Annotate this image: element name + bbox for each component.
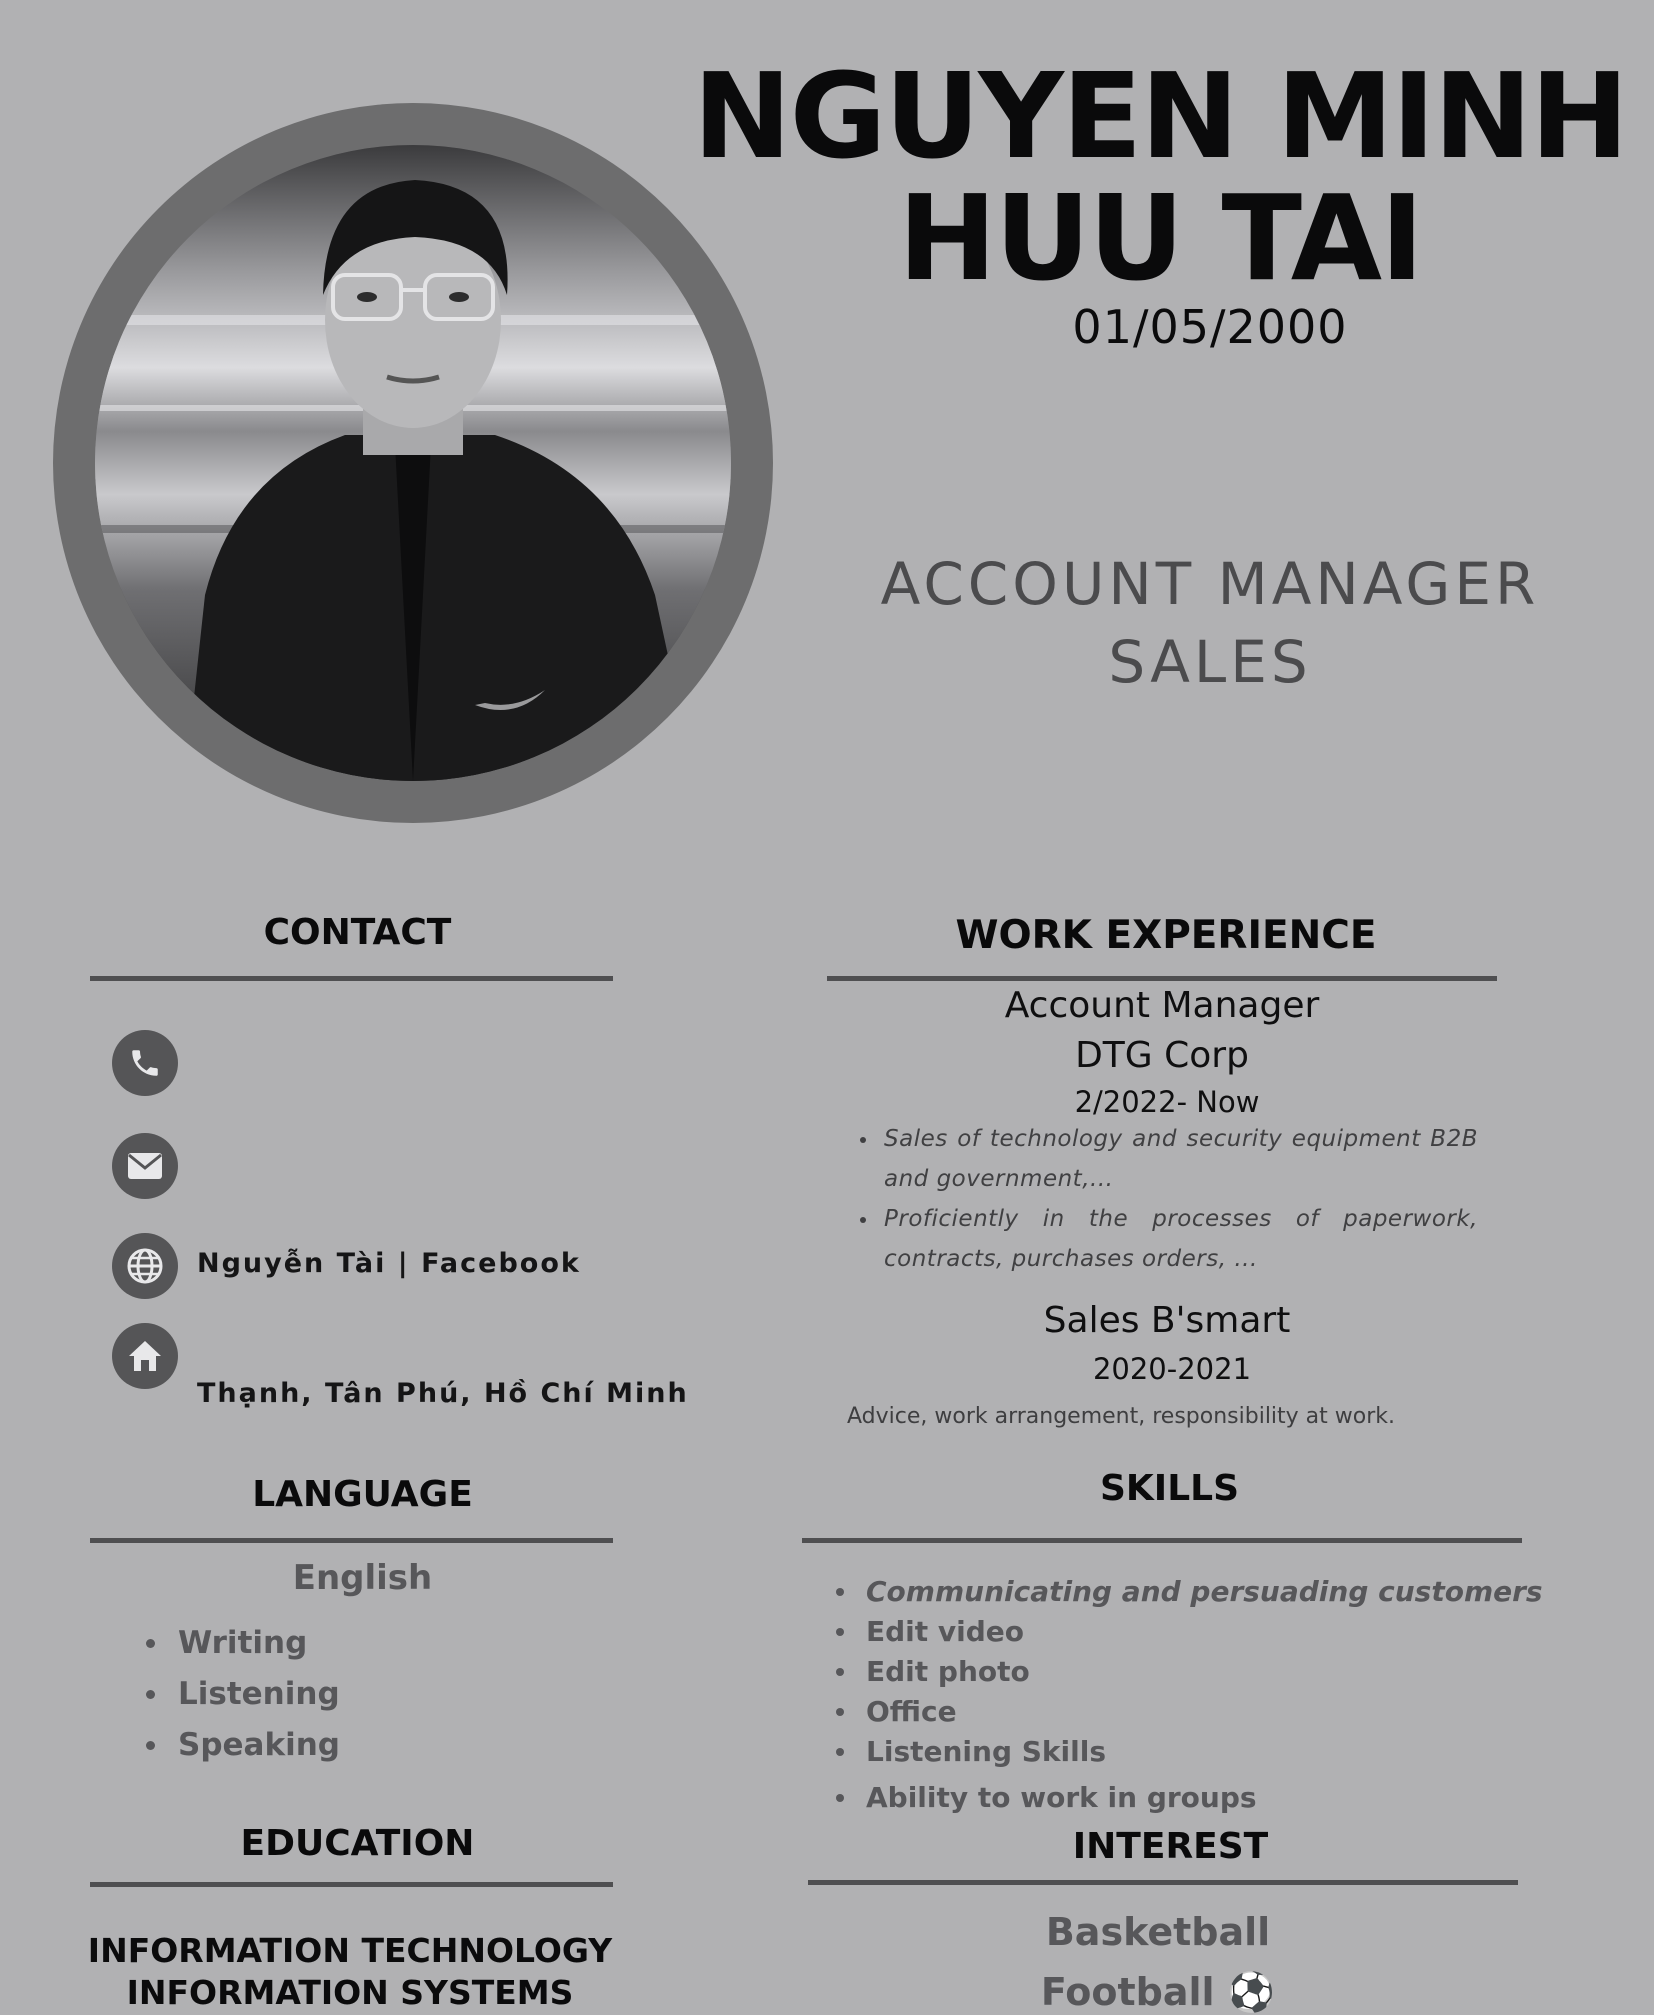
skills-list (830, 1572, 1550, 1818)
skills-heading: SKILLS (1099, 1468, 1240, 1509)
job-role (820, 545, 1600, 701)
name-line-2: HUU TAI (897, 169, 1423, 307)
profile-photo (95, 145, 731, 781)
job-1-duties (854, 1119, 1478, 1279)
profile-photo-illustration (95, 145, 731, 781)
mail-icon[interactable] (112, 1133, 178, 1199)
skill-item: Ability to work in groups (830, 1778, 1550, 1818)
interest-item: Football ⚽ (1040, 1970, 1276, 2014)
education-line-2: INFORMATION SYSTEMS (126, 1973, 574, 2012)
job-2-position: Sales B'smart (1043, 1300, 1291, 1341)
job-1-duty: Proficiently in the processes of paperwork, contracts, purchases orders, ... (854, 1199, 1478, 1279)
skill-item: Office (830, 1692, 1550, 1732)
globe-icon[interactable] (112, 1233, 178, 1299)
skills-divider (802, 1538, 1522, 1543)
name-line-1: NGUYEN MINH (692, 47, 1628, 185)
phone-icon[interactable] (112, 1030, 178, 1096)
job-2-period: 2020-2021 (1092, 1352, 1252, 1386)
skill-item: Edit photo (830, 1652, 1550, 1692)
job-2-description: Advice, work arrangement, responsibility at work. (847, 1404, 1396, 1429)
job-1-duty: Sales of technology and security equipment B2B and government,... (854, 1119, 1478, 1199)
education-program (60, 1930, 640, 2014)
education-divider (90, 1882, 613, 1887)
full-name (680, 47, 1640, 307)
education-heading: EDUCATION (240, 1823, 475, 1864)
skill-item: Edit video (830, 1612, 1550, 1652)
contact-divider (90, 976, 613, 981)
job-1-company: DTG Corp (1075, 1035, 1249, 1076)
interest-item: Basketball (1045, 1910, 1271, 1954)
skill-item: Listening Skills (830, 1732, 1550, 1772)
home-icon[interactable] (112, 1323, 178, 1389)
interest-heading: INTEREST (1072, 1826, 1269, 1867)
language-name: English (292, 1558, 433, 1598)
job-1-period: 2/2022- Now (1074, 1085, 1260, 1119)
website-link[interactable]: Nguyễn Tài | Facebook (197, 1248, 581, 1279)
language-divider (90, 1538, 613, 1543)
language-skill-item: Writing (142, 1618, 340, 1669)
education-line-1: INFORMATION TECHNOLOGY (87, 1931, 613, 1970)
role-line-1: ACCOUNT MANAGER (880, 550, 1540, 618)
work-experience-divider (827, 976, 1497, 981)
skill-item: Communicating and persuading customers (830, 1572, 1550, 1612)
role-line-2: SALES (1108, 628, 1312, 696)
language-skill-item: Listening (142, 1669, 340, 1720)
language-skill-list (142, 1618, 340, 1771)
job-1-position: Account Manager (1004, 985, 1320, 1026)
home-address: Thạnh, Tân Phú, Hồ Chí Minh (197, 1378, 689, 1409)
language-skill-item: Speaking (142, 1720, 340, 1771)
date-of-birth: 01/05/2000 (1072, 300, 1348, 354)
contact-heading: CONTACT (263, 912, 452, 953)
language-heading: LANGUAGE (252, 1474, 473, 1515)
interest-divider (808, 1880, 1518, 1885)
work-experience-heading: WORK EXPERIENCE (955, 913, 1377, 958)
